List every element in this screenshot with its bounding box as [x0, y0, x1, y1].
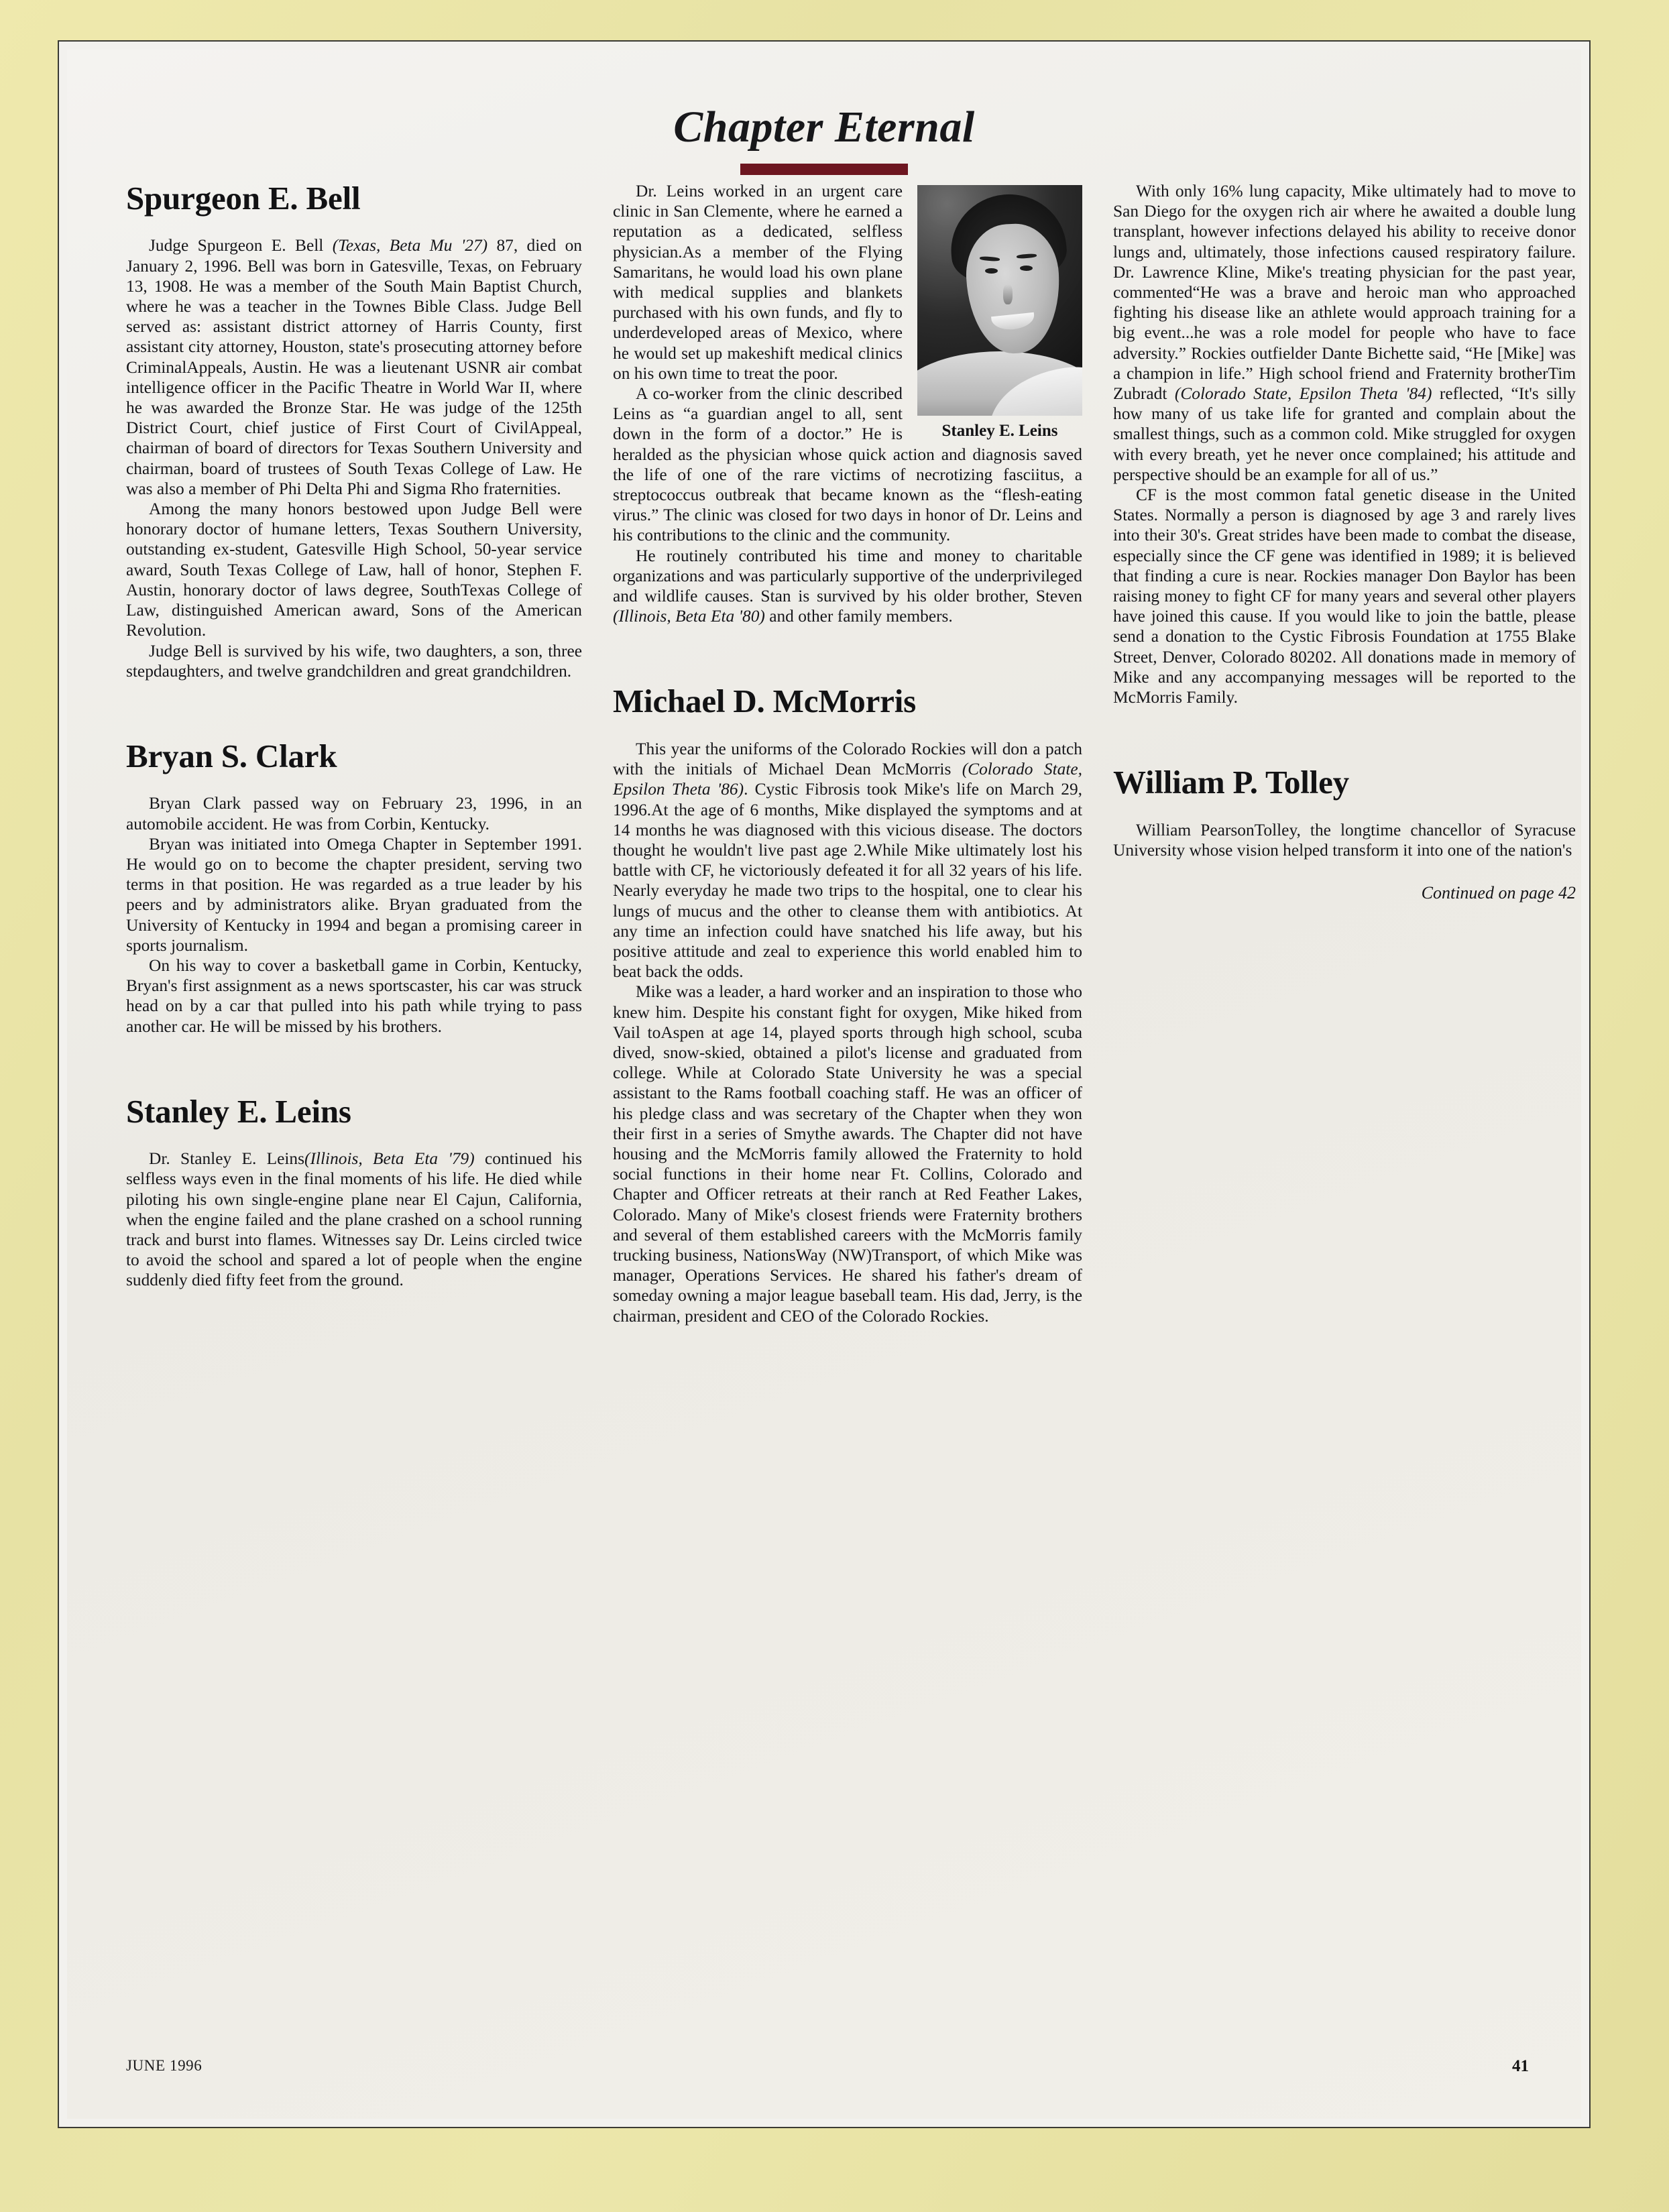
mcmorris-paragraph-3 [1113, 181, 1576, 485]
leins-paragraph-2: Dr. Leins worked in an urgent care clinic in San Clemente, where he earned a reputation as a dedicated, selfless physician.As a member of the Flying Samaritans, he would load his own plane with medical supplies and blankets purchased with his own funds, and fly to underdeveloped areas of Mexico, where he would set up makeshift medical clinics on his own time to treat the poor. [613, 182, 903, 383]
bell-p1-lead: Judge Spurgeon E. Bell [149, 236, 333, 255]
leins-affiliation: (Illinois, Beta Eta '79) [304, 1149, 475, 1169]
mcmorris-paragraph-2-part-a: Mike was a leader, a hard worker and an inspiration to those who knew him. Despite his constant fight for oxygen, Mike hiked from Vail toAspen at age 14, played sports through high school, scuba dived, snow-skied, obtained a pilot's license and graduated from college. While at Colorado State University he was a special assistant to the Rams football coaching staff. He was an officer of his pledge class and was secretary of the Chapter when they won their first in a series of Smythe awards. The Chapter did not have housing and the McMorris family allowed the Fraternity to hold social functions in their home near Ft. Collins, Colorado and Chapter and Officer retreats at their ranch at Red Feather Lakes, Colorado. Many of Mike's closest friends were Fraternity brothers and several of them established careers with the McMorris family trucking business, NationsWay (NW)Transport, of which Mike was manager, Operations Services. He shared his father's dream of someday owning a major league baseball team. His dad, Jerry, is the chairman, president and CEO of the Colorado Rockies. [613, 982, 1082, 1326]
mcmorris-p3-rest: reflected, “It's silly how many of us take life for granted and complain about the smallest things, such as a common cold. Mike struggled for oxygen with every breath, yet he never once complained; his attitude and perspective should be an example for all of us.” [1113, 384, 1576, 484]
zubradt-affiliation: (Colorado State, Epsilon Theta '84) [1174, 384, 1432, 404]
photo-figure [917, 185, 1082, 441]
page-number: 41 [1512, 2057, 1529, 2075]
column-two [613, 181, 1082, 2018]
bell-p1-rest: 87, died on January 2, 1996. Bell was born in Gatesville, Texas, on February 13, 1908. He was a member of the South Main Baptist Church, where he was a teacher in the Townes Bible Class. Judge Bell served as: assistant district attorney of Harris County, first assistant city attorney, Houston, state's prosecuting attorney before CriminalAppeals, Austin. He was a lieutenant USNR air combat intelligence officer in the Pacific Theatre in World War II, where he was awarded the Bronze Star. He was judge of the 125th District Court, chief justice of First Court of CivilAppeal, chairman of board of directors for Texas Southern University and chairman, board of trustees of South Texas College of Law. He was also a member of Phi Delta Phi and Sigma Rho fraternities. [126, 236, 583, 498]
photo-nose [1003, 284, 1013, 304]
obituary-heading-clark: Bryan S. Clark [126, 737, 337, 774]
bell-paragraph-2: Among the many honors bestowed upon Judge Bell were honorary doctor of humane letters, Texas Southern University, outstanding ex-student, Gatesville High School, 50-year service award, South Texas College of Law, hall of honor, Stephen F. Austin, honorary doctor of laws degree, SouthTexas College of Law, distinguished American award, Sons of the American Revolution. [126, 500, 582, 640]
clark-paragraph-2: Bryan was initiated into Omega Chapter in September 1991. He would go on to become the chapter president, serving two terms in that position. He was regarded as a true leader by his peers and by administrators alike. Bryan graduated from the University of Kentucky in 1994 and began a promising career in sports journalism. [126, 834, 582, 955]
leins-paragraph-4 [613, 546, 1082, 627]
tolley-paragraph-1: William PearsonTolley, the longtime chancellor of Syracuse University whose vision helped transform it into one of the nation's [1113, 820, 1576, 860]
column-three [1113, 181, 1576, 2018]
magazine-page [59, 42, 1589, 2127]
mcmorris-p1-rest: . Cystic Fibrosis took Mike's life on March 29, 1996.At the age of 6 months, Mike displayed the symptoms and at 14 months he was diagnosed with this vicious disease. The doctors thought he wouldn't live past age 2.While Mike ultimately lost his battle with CF, he victoriously defeated it for all 32 years of his life. Nearly everyday he made two trips to the hospital, one to clear his lungs of mucus and the other to cleanse them with antibiotics. At any time an infection could have snatched his life away, but his positive attitude and zeal to experience this world enabled him to beat back the odds. [613, 780, 1082, 982]
page-header [67, 102, 1581, 175]
leins-brother-affiliation: (Illinois, Beta Eta '80) [613, 607, 765, 626]
bell-paragraph-3: Judge Bell is survived by his wife, two daughters, a son, three stepdaughters, and twelve grandchildren and great grandchildren. [126, 641, 582, 681]
photo-eye-left [985, 268, 998, 274]
obituary-heading-tolley: William P. Tolley [1113, 764, 1349, 801]
obituary-heading-leins: Stanley E. Leins [126, 1092, 351, 1130]
mcmorris-p1-lead: This year the uniforms of the Colorado Rockies will don a patch with the initials of Michael Dean McMorris [613, 739, 1082, 779]
leins-paragraph-3: A co-worker from the clinic described Leins as “a guardian angel to all, sent down in the form of a doctor.” He is heralded as the physician whose quick action and diagnosis saved the life of one of the rare victims of necrotizing fasciitus, a streptococcus outbreak that became known as the “flesh-eating virus.” The clinic was closed for two days in honor of Dr. Leins and his contributions to the clinic and the community. [613, 384, 1082, 545]
page-title: Chapter Eternal [673, 103, 975, 152]
clark-paragraph-1: Bryan Clark passed way on February 23, 1996, in an automobile accident. He was from Corbin, Kentucky. [126, 794, 582, 833]
issue-date: JUNE 1996 [126, 2057, 203, 2074]
bell-paragraph-1 [126, 235, 582, 499]
obituary-heading-mcmorris: Michael D. McMorris [613, 683, 916, 720]
column-one [126, 181, 582, 2018]
portrait-photo [917, 185, 1082, 416]
continued-note: Continued on page 42 [1421, 883, 1576, 903]
mcmorris-affiliation: (Colorado State, Epsilon Theta '86) [613, 760, 1082, 799]
photo-caption: Stanley E. Leins [941, 422, 1058, 440]
page-footer [126, 2057, 1529, 2084]
article-columns [126, 180, 1576, 2018]
mcmorris-paragraph-1 [613, 739, 1082, 982]
leins-p1-lead: Dr. Stanley E. Leins [149, 1149, 305, 1169]
leins-p4-lead: He routinely contributed his time and money to charitable organizations and was particularly supportive of the underprivileged and wildlife causes. Stan is survived by his older brother, Steven [613, 546, 1082, 606]
leins-paragraph-1 [126, 1149, 582, 1290]
leins-p1-rest: continued his selfless ways even in the final moments of his life. He died while piloting his own single-engine plane near El Cajun, California, when the engine failed and the plane crashed on a school running track and burst into flames. Witnesses say Dr. Leins circled twice to avoid the school and spared a lot of people when the engine suddenly died fifty feet from the ground. [126, 1149, 582, 1290]
leins-p4-rest: and other family members. [764, 607, 953, 626]
bell-affiliation: (Texas, Beta Mu '27) [332, 236, 488, 255]
clark-paragraph-3: On his way to cover a basketball game in Corbin, Kentucky, Bryan's first assignment as a news sportscaster, his car was struck head on by a car that pulled into his path while trying to pass another car. He will be missed by his brothers. [126, 955, 582, 1036]
title-rule [740, 164, 908, 175]
mcmorris-paragraph-4: CF is the most common fatal genetic disease in the United States. Normally a person is diagnosed by age 3 and rarely lives into their 30's. Great strides have been made to combat the disease, especially since the CF gene was identified in 1989; it is believed that finding a cure is near. Rockies manager Don Baylor has been raising money to fight CF for many years and several other players have joined this cause. If you would like to join the battle, please send a donation to the Cystic Fibrosis Foundation at 1755 Blake Street, Denver, Colorado 80202. All donations made in memory of Mike and any accompanying messages will be reported to the McMorris Family. [1113, 485, 1576, 707]
page-content-area [67, 50, 1581, 2119]
obituary-heading-bell: Spurgeon E. Bell [126, 180, 361, 217]
mcmorris-p3-lead: With only 16% lung capacity, Mike ultimately had to move to San Diego for the oxygen rich air where he awaited a double lung transplant, however infections delayed his ability to receive donor lungs and, ultimately, those infections caused respiratory failure. Dr. Lawrence Kline, Mike's treating physician for the past year, commented“He was a brave and heroic man who approached fighting his disease like an athlete would approach training for a big event...he was a role model for people who have to face adversity.” Rockies outfielder Dante Bichette said, “He [Mike] was a champion in life.” High school friend and Fraternity brotherTim Zubradt [1113, 182, 1576, 404]
